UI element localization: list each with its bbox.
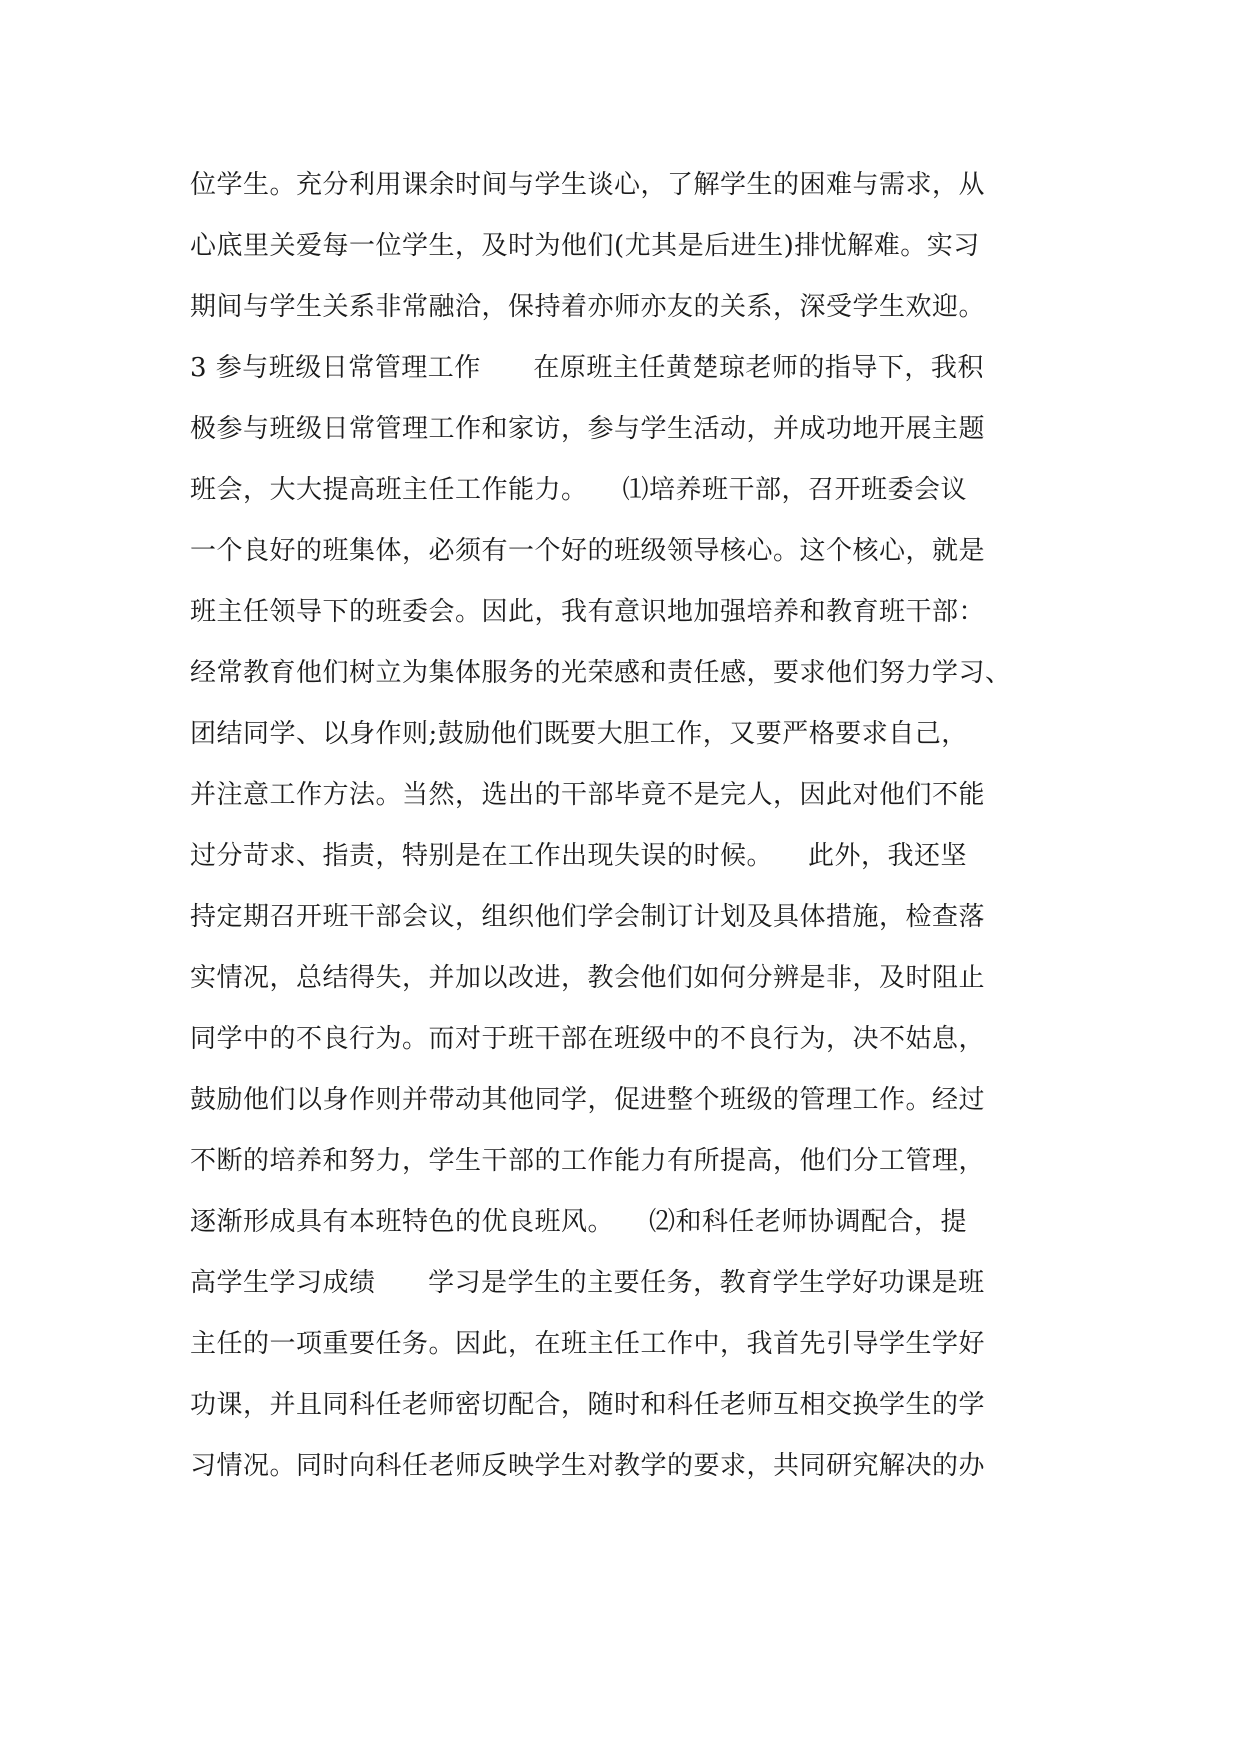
text-line: 班会，大大提高班主任工作能力。 ⑴培养班干部，召开班委会议 xyxy=(190,475,968,505)
text-line: 习情况。同时向科任老师反映学生对教学的要求，共同研究解决的办 xyxy=(190,1451,986,1481)
text-line: 主任的一项重要任务。因此，在班主任工作中，我首先引导学生学好 xyxy=(190,1329,986,1359)
text-line: 并注意工作方法。当然，选出的干部毕竟不是完人，因此对他们不能 xyxy=(190,780,986,810)
text-line: 同学中的不良行为。而对于班干部在班级中的不良行为，决不姑息， xyxy=(190,1024,986,1054)
text-line: 班主任领导下的班委会。因此，我有意识地加强培养和教育班干部： xyxy=(190,597,986,627)
text-line: 功课，并且同科任老师密切配合，随时和科任老师互相交换学生的学 xyxy=(190,1390,986,1420)
text-line: 高学生学习成绩 学习是学生的主要任务，教育学生学好功课是班 xyxy=(190,1268,985,1298)
text-line: 不断的培养和努力，学生干部的工作能力有所提高，他们分工管理， xyxy=(190,1146,986,1176)
text-line: 位学生。充分利用课余时间与学生谈心，了解学生的困难与需求，从 xyxy=(190,170,986,200)
text-line: 极参与班级日常管理工作和家访，参与学生活动，并成功地开展主题 xyxy=(190,414,986,444)
text-line: 过分苛求、指责，特别是在工作出现失误的时候。 此外，我还坚 xyxy=(190,841,968,871)
text-line: 心底里关爱每一位学生，及时为他们(尤其是后进生)排忧解难。实习 xyxy=(190,231,980,261)
text-line: 持定期召开班干部会议，组织他们学会制订计划及具体措施，检查落 xyxy=(190,902,986,932)
body-text xyxy=(190,155,1070,1497)
text-line: 团结同学、以身作则;鼓励他们既要大胆工作，又要严格要求自己， xyxy=(190,719,968,749)
text-line: 逐渐形成具有本班特色的优良班风。 ⑵和科任老师协调配合，提 xyxy=(190,1207,968,1237)
text-line: 一个良好的班集体，必须有一个好的班级领导核心。这个核心，就是 xyxy=(190,536,986,566)
text-line: 实情况，总结得失，并加以改进，教会他们如何分辨是非，及时阻止 xyxy=(190,963,986,993)
text-line: 鼓励他们以身作则并带动其他同学，促进整个班级的管理工作。经过 xyxy=(190,1085,986,1115)
text-line: 期间与学生关系非常融洽，保持着亦师亦友的关系，深受学生欢迎。 xyxy=(190,292,986,322)
text-line: 3 参与班级日常管理工作 在原班主任黄楚琼老师的指导下，我积 xyxy=(190,353,984,383)
text-line: 经常教育他们树立为集体服务的光荣感和责任感，要求他们努力学习、 xyxy=(190,658,1012,688)
